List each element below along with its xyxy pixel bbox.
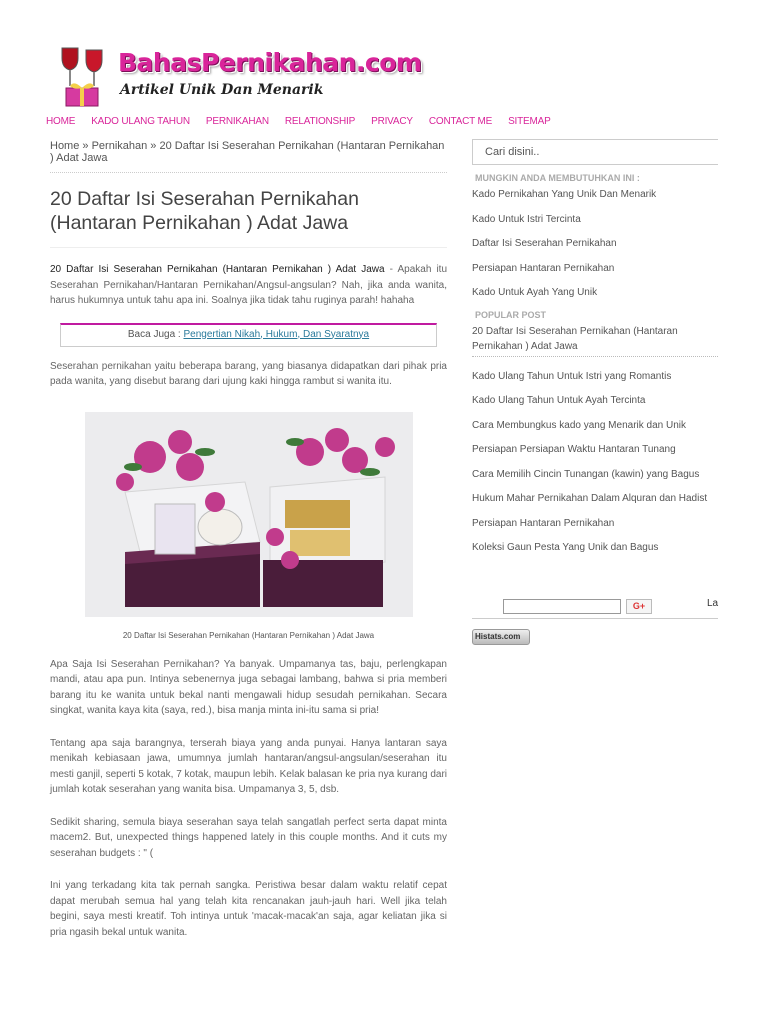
popular-link[interactable]: Cara Memilih Cincin Tunangan (kawin) yang Bagus (472, 468, 700, 480)
nav-kado-ulang-tahun[interactable]: KADO ULANG TAHUN (91, 116, 190, 127)
share-widget (472, 597, 718, 619)
nav-sitemap[interactable]: SITEMAP (508, 116, 551, 127)
widget-extra-text: La (707, 598, 719, 609)
wine-glasses-gift-icon (56, 44, 114, 108)
breadcrumb-home[interactable]: Home (50, 140, 80, 152)
popular-link[interactable]: Persiapan Hantaran Pernikahan (472, 517, 615, 529)
nav-privacy[interactable]: PRIVACY (371, 116, 413, 127)
main-nav (46, 116, 567, 127)
post-content (50, 140, 447, 940)
post-paragraph: Apa Saja Isi Seserahan Pernikahan? Ya banyak. Umpamanya tas, baju, perlengkapan mandi, atau apa pun. Intinya sebenernya juga sebagai lambang, bahwa si pria memberi barang itu ke wanita untuk bekal nanti mengawali hidup sesudah pernikahan. Secara singkat, wanita kaya kita (saya, red.), bisa manja minta ini-itu sama si pria! (50, 658, 447, 716)
google-plus-button[interactable]: G+ (626, 599, 652, 614)
baca-juga-box (60, 323, 437, 347)
post-title: 20 Daftar Isi Seserahan Pernikahan (Hantaran Pernikahan ) Adat Jawa (50, 187, 447, 248)
search-input[interactable]: Cari disini.. (472, 139, 718, 165)
popular-link[interactable]: Kado Ulang Tahun Untuk Istri yang Romantis (472, 370, 672, 382)
site-logo[interactable] (50, 40, 430, 110)
popular-heading: POPULAR POST (475, 309, 547, 320)
post-intro (50, 262, 447, 309)
popular-link[interactable]: Persiapan Persiapan Waktu Hantaran Tunang (472, 444, 676, 455)
seserahan-boxes-image (85, 412, 413, 617)
related-link[interactable]: Daftar Isi Seserahan Pernikahan (472, 238, 617, 249)
related-heading: MUNGKIN ANDA MEMBUTUHKAN INI : (475, 173, 640, 183)
site-title: BahasPernikahan.com (118, 48, 422, 77)
related-link[interactable]: Kado Untuk Ayah Yang Unik (472, 287, 598, 298)
popular-link[interactable]: Cara Membungkus kado yang Menarik dan Unik (472, 419, 686, 431)
popular-link[interactable]: Kado Ulang Tahun Untuk Ayah Tercinta (472, 395, 646, 406)
breadcrumb (50, 140, 447, 173)
seserahan-photo (85, 412, 413, 617)
popular-list (472, 324, 718, 556)
popular-link[interactable]: Hukum Mahar Pernikahan Dalam Alquran dan Hadist (472, 493, 708, 504)
nav-relationship[interactable]: RELATIONSHIP (284, 116, 356, 127)
post-paragraph: Ini yang terkadang kita tak pernah sangka. Peristiwa besar dalam waktu relatif cepat dapat merubah semua hal yang telah kita rencanakan jauh-jauh hari. Well jika telah begini, saya mesti kreatif. Toh intinya untuk 'macak-macak'an saja, agar keliatan jika si pria ngasih bekal untuk wanita. (50, 880, 447, 938)
post-paragraph: Sedikit sharing, semula biaya seserahan saya telah sangatlah perfect serta dapat minta macem2. But, unexpected things happened lately in this couple months. And it cuts my seserahan budgets : " ( (50, 816, 447, 859)
nav-home[interactable]: HOME (46, 116, 76, 127)
sidebar (472, 139, 718, 565)
post-intro-lead: 20 Daftar Isi Seserahan Pernikahan (Hantaran Pernikahan ) Adat Jawa (50, 264, 385, 275)
baca-juga-link[interactable]: Pengertian Nikah, Hukum, Dan Syaratnya (183, 328, 370, 340)
breadcrumb-separator: » (79, 140, 92, 152)
site-tagline: Artikel Unik Dan Menarik (120, 82, 324, 98)
breadcrumb-current: 20 Daftar Isi Seserahan Pernikahan (Hantaran Pernikahan ) Adat Jawa (50, 140, 445, 164)
post-paragraph: Seserahan pernikahan yaitu beberapa barang, yang biasanya didapatkan dari pihak pria pada wanita, yang disebut barang dari ujung kaki hingga rambut si wanita itu. (50, 360, 447, 387)
breadcrumb-separator: » (147, 140, 160, 152)
breadcrumb-category[interactable]: Pernikahan (91, 140, 148, 152)
post-paragraph: Tentang apa saja barangnya, terserah biaya yang anda punyai. Hanya lantaran saya menikah kebiasaan jawa, umumnya jumlah hantaran/angsul-angsulan/seserahan itu mesti ganjil, seperti 5 kotak, 7 kotak, maupun lebih. Kelak balasan ke pria nya kurang dari jumlah kotak seserahan yang wanita bisa. Umpamanya 3, 5, dsb. (50, 737, 447, 795)
related-link[interactable]: Persiapan Hantaran Pernikahan (472, 262, 615, 274)
related-link[interactable]: Kado Pernikahan Yang Unik Dan Menarik (472, 189, 657, 200)
nav-contact-me[interactable]: CONTACT ME (428, 116, 493, 127)
popular-link[interactable]: 20 Daftar Isi Seserahan Pernikahan (Hantaran Pernikahan ) Adat Jawa (472, 324, 718, 357)
histats-counter-badge[interactable]: Histats.com (472, 629, 530, 645)
baca-juga-label: Baca Juga : (127, 328, 184, 340)
related-list (472, 187, 718, 300)
related-link[interactable]: Kado Untuk Istri Tercinta (472, 213, 581, 225)
nav-pernikahan[interactable]: PERNIKAHAN (205, 116, 269, 127)
post-intro-rest: - Apakah itu Seserahan Pernikahan/Hantaran Pernikahan/Angsul-angsulan? Nah, jika anda wanita, harus hukumnya untuk tahu apa ini. Soalnya jika tidak tahu ruginya parah! hahaha (50, 264, 448, 306)
popular-link[interactable]: Koleksi Gaun Pesta Yang Unik dan Bagus (472, 542, 659, 553)
share-input[interactable] (503, 599, 621, 614)
photo-caption: 20 Daftar Isi Seserahan Pernikahan (Hantaran Pernikahan ) Adat Jawa (122, 630, 375, 640)
